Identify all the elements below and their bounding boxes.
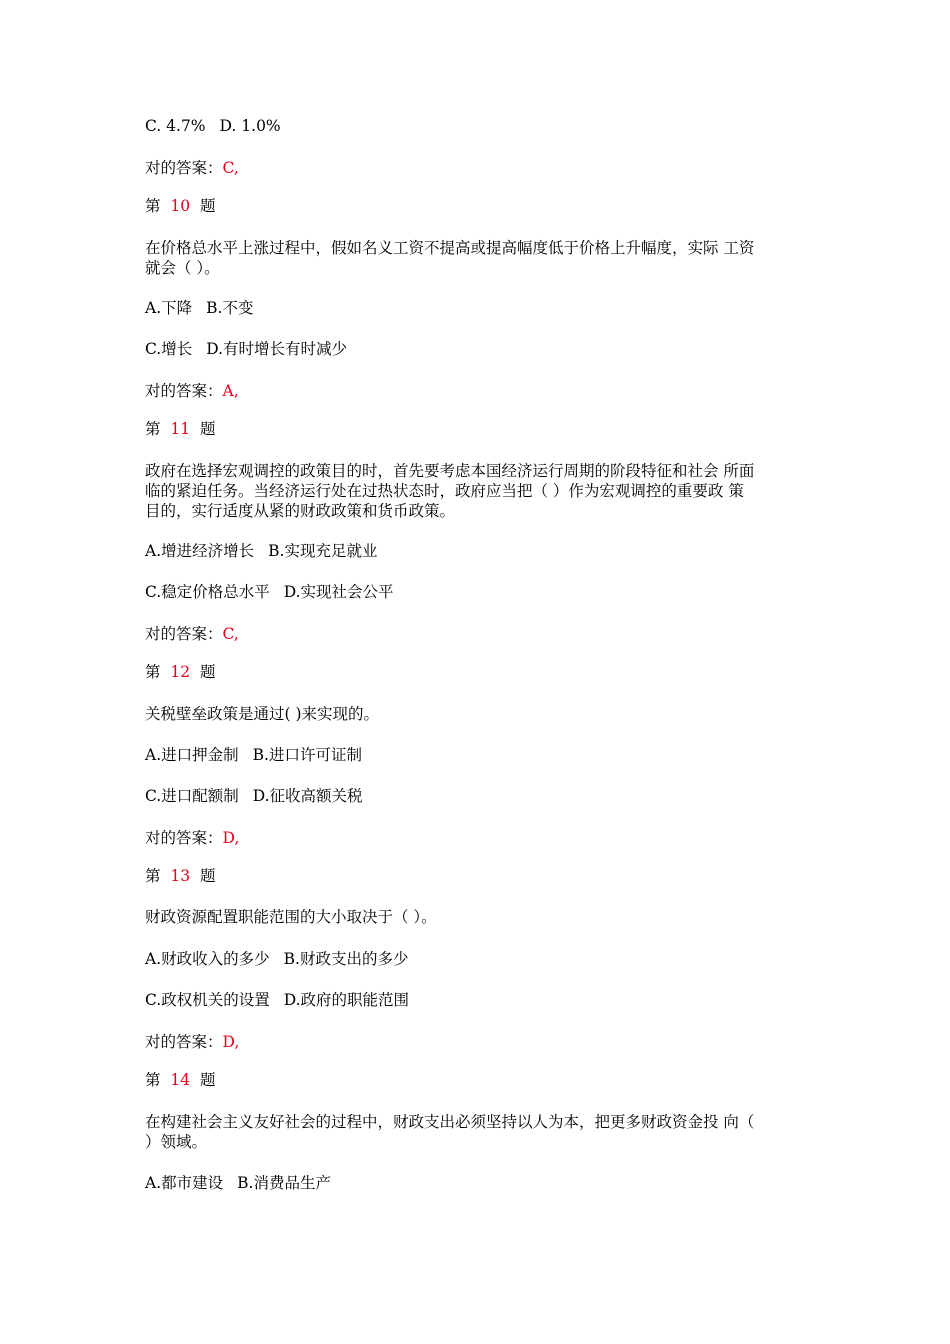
q14-heading <box>145 1070 810 1090</box>
q9-option-d: D. 1.0% <box>219 117 281 135</box>
question-prefix: 第 <box>145 420 161 438</box>
question-suffix: 题 <box>199 420 216 438</box>
option-c: C.稳定价格总水平 <box>145 583 270 601</box>
question-prefix: 第 <box>145 1071 161 1089</box>
question-number: 10 <box>170 197 191 215</box>
q9-answer <box>145 158 810 178</box>
q13-options-ab <box>145 949 810 969</box>
q11-stem-line3: 目的，实行适度从紧的财政政策和货币政策。 <box>145 502 456 520</box>
answer-label: 对的答案： <box>145 1033 223 1051</box>
question-suffix: 题 <box>199 1071 216 1089</box>
answer-label: 对的答案： <box>145 159 223 177</box>
option-a: A.进口押金制 <box>145 746 239 764</box>
option-d: D.政府的职能范围 <box>283 991 410 1009</box>
option-b: B.进口许可证制 <box>252 746 362 764</box>
q14-stem-line2: ）领域。 <box>145 1133 208 1151</box>
answer-label: 对的答案： <box>145 829 223 847</box>
q13-options-cd <box>145 990 810 1010</box>
option-b: B.财政支出的多少 <box>283 950 409 968</box>
q14-stem-line1: 在构建社会主义友好社会的过程中，财政支出必须坚持以人为本，把更多财政资金投 向（ <box>145 1113 755 1131</box>
q13-answer <box>145 1032 810 1052</box>
q13-stem-line1: 财政资源配置职能范围的大小取决于（ ）。 <box>145 908 437 926</box>
q12-heading <box>145 662 810 682</box>
answer-label: 对的答案： <box>145 625 223 643</box>
question-suffix: 题 <box>199 663 216 681</box>
question-number: 11 <box>170 420 191 438</box>
question-prefix: 第 <box>145 867 161 885</box>
option-d: D.有时增长有时减少 <box>206 340 348 358</box>
answer-value: A, <box>222 382 239 400</box>
question-number: 12 <box>170 663 191 681</box>
question-prefix: 第 <box>145 663 161 681</box>
option-a: A.都市建设 <box>145 1174 224 1192</box>
q10-options-ab <box>145 298 810 318</box>
question-suffix: 题 <box>199 867 216 885</box>
q11-stem-line2: 临的紧迫任务。当经济运行处在过热状态时，政府应当把（ ）作为宏观调控的重要政 策 <box>145 482 744 500</box>
option-a: A.下降 <box>145 299 193 317</box>
option-c: C.政权机关的设置 <box>145 991 270 1009</box>
question-number: 14 <box>170 1071 191 1089</box>
q11-stem-line1: 政府在选择宏观调控的政策目的时，首先要考虑本国经济运行周期的阶段特征和社会 所面 <box>145 462 755 480</box>
q9-options-cd <box>145 116 810 136</box>
q11-heading <box>145 419 810 439</box>
q12-options-ab <box>145 745 810 765</box>
q14-options-ab <box>145 1173 810 1193</box>
answer-value: D, <box>222 829 240 847</box>
option-d: D.征收高额关税 <box>252 787 363 805</box>
q11-options-cd <box>145 582 810 602</box>
q10-stem-line1: 在价格总水平上涨过程中，假如名义工资不提高或提高幅度低于价格上升幅度，实际 工资 <box>145 239 755 257</box>
answer-value: C, <box>222 159 239 177</box>
option-a: A.增进经济增长 <box>145 542 255 560</box>
question-prefix: 第 <box>145 197 161 215</box>
question-number: 13 <box>170 867 191 885</box>
q9-option-c: C. 4.7% <box>145 117 206 135</box>
answer-value: D, <box>222 1033 240 1051</box>
option-b: B.不变 <box>206 299 254 317</box>
question-suffix: 题 <box>199 197 216 215</box>
option-c: C.进口配额制 <box>145 787 239 805</box>
q12-options-cd <box>145 786 810 806</box>
q11-answer <box>145 624 810 644</box>
q10-options-cd <box>145 339 810 359</box>
q13-heading <box>145 866 810 886</box>
q11-options-ab <box>145 541 810 561</box>
option-b: B.消费品生产 <box>237 1174 331 1192</box>
q10-stem-line2: 就会（ ）。 <box>145 259 220 277</box>
q10-answer <box>145 381 810 401</box>
option-d: D.实现社会公平 <box>283 583 394 601</box>
q12-stem-line1: 关税壁垒政策是通过( )来实现的。 <box>145 705 380 723</box>
option-b: B.实现充足就业 <box>268 542 378 560</box>
answer-value: C, <box>222 625 239 643</box>
option-c: C.增长 <box>145 340 193 358</box>
q12-answer <box>145 828 810 848</box>
answer-label: 对的答案： <box>145 382 223 400</box>
q10-heading <box>145 196 810 216</box>
option-a: A.财政收入的多少 <box>145 950 270 968</box>
